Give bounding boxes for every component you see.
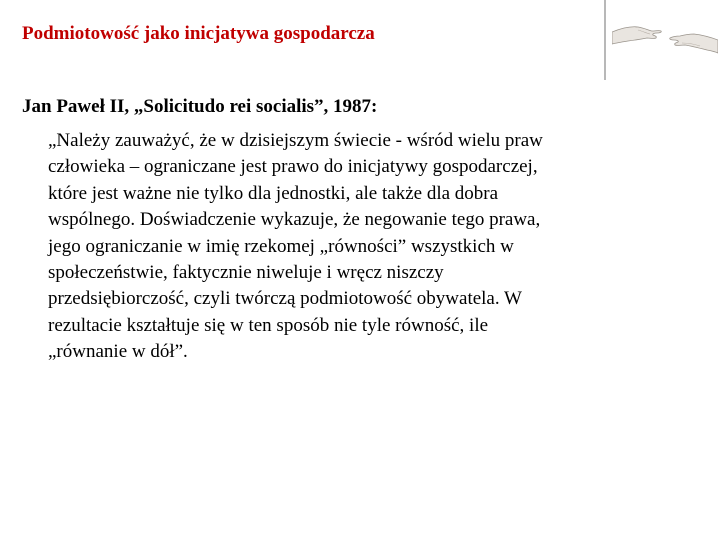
- quote-line: człowieka – ograniczane jest prawo do inicjatywy gospodarczej,: [48, 156, 538, 178]
- quote-line: „równanie w dół”.: [48, 341, 188, 363]
- quote-line: „Należy zauważyć, że w dzisiejszym świecie - wśród wielu praw: [48, 130, 543, 151]
- quote-line: wspólnego. Doświadczenie wykazuje, że negowanie tego prawa,: [48, 209, 541, 231]
- quote-line: które jest ważne nie tylko dla jednostki, ale także dla dobra: [48, 182, 499, 204]
- vertical-divider: [604, 0, 606, 80]
- quote-line: przedsiębiorczość, czyli twórczą podmiotowość obywatela. W: [48, 288, 522, 310]
- quote-line: rezultacie kształtuje się w ten sposób nie tyle równość, ile: [48, 314, 489, 336]
- quote-source-heading: Jan Paweł II, „Solicitudo rei socialis”, 1987:: [22, 96, 378, 117]
- slide-title: Podmiotowość jako inicjatywa gospodarcza: [22, 23, 375, 44]
- quote-paragraph: [48, 128, 688, 366]
- quote-line: społeczeństwie, faktycznie niweluje i wręcz niszczy: [48, 262, 444, 284]
- creation-of-adam-hands-icon: [612, 10, 718, 60]
- quote-line: jego ograniczanie w imię rzekomej „równości” wszystkich w: [48, 235, 514, 257]
